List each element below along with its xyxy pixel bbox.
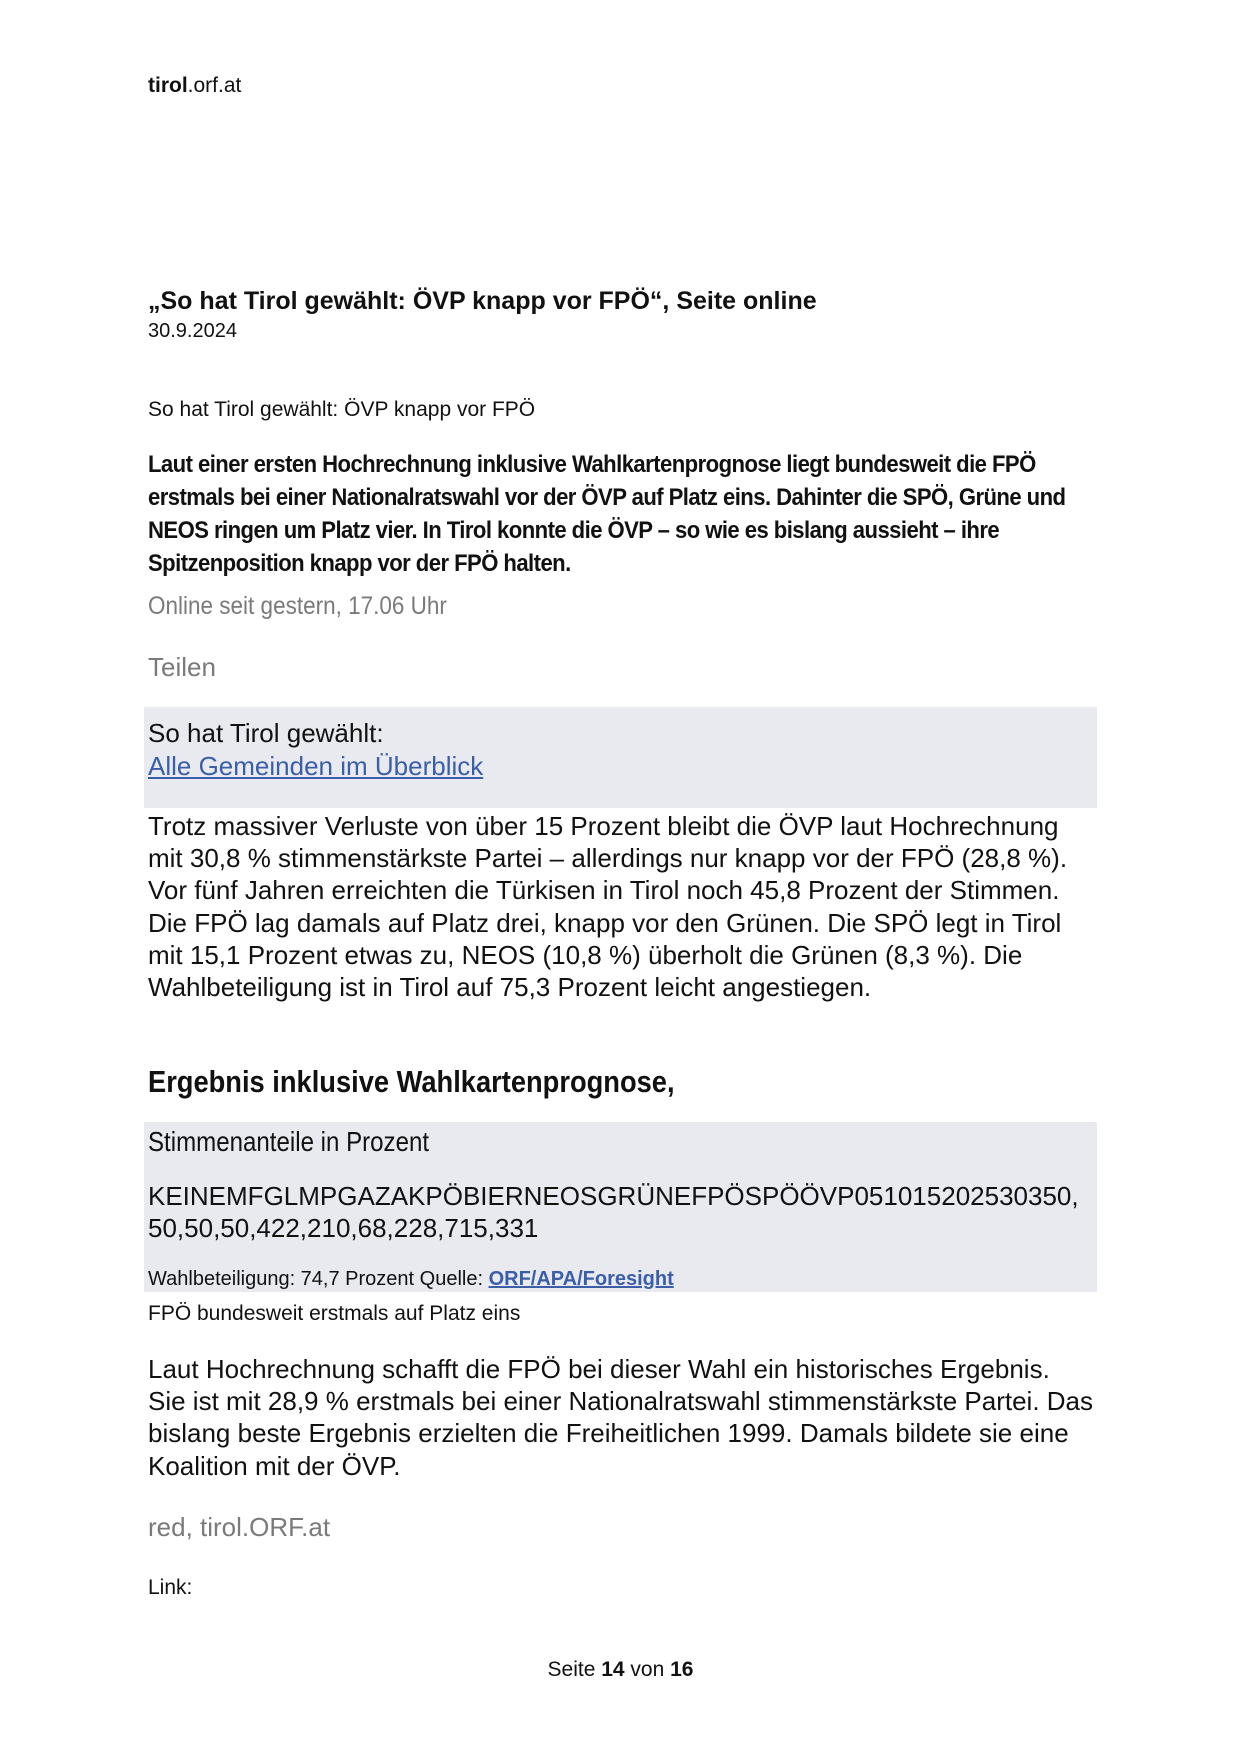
article-timestamp: Online seit gestern, 17.06 Uhr <box>148 592 447 620</box>
source-link[interactable]: ORF/APA/Foresight <box>488 1268 674 1290</box>
site-name-bold: tirol <box>148 74 188 97</box>
link-label: Link: <box>148 1576 193 1599</box>
page-number <box>0 1658 1241 1682</box>
page-mid: von <box>624 1658 671 1681</box>
turnout-source-text: Wahlbeteiligung: 74,7 Prozent Quelle: <box>148 1268 489 1290</box>
page-prefix: Seite <box>547 1658 602 1681</box>
article-paragraph-2: Laut Hochrechnung schafft die FPÖ bei dieser Wahl ein historisches Ergebnis. Sie ist mit 28,9 % erstmals bei einer Nationalratswahl stimmenstärkste Partei. Das bislang beste Ergebnis erzielten die Freiheitlichen 1999. Damals bildete sie eine Koalition mit der ÖVP. <box>148 1354 1094 1481</box>
municipalities-overview-link[interactable]: Alle Gemeinden im Überblick <box>148 751 484 781</box>
result-box-footer <box>148 1268 674 1291</box>
result-heading: Ergebnis inklusive Wahlkartenprognose, <box>148 1064 675 1099</box>
page-current: 14 <box>601 1658 625 1681</box>
article-paragraph-1: Trotz massiver Verluste von über 15 Prozent bleibt die ÖVP laut Hochrechnung mit 30,8 % stimmenstärkste Partei – allerdings nur knapp vor der FPÖ (28,8 %). Vor fünf Jahren erreichten die Türkisen in Tirol noch 45,8 Prozent der Stimmen. Die FPÖ lag damals auf Platz drei, knapp vor den Grünen. Die SPÖ legt in Tirol mit 15,1 Prozent etwas zu, NEOS (10,8 %) überholt die Grünen (8,3 %). Die Wahlbeteiligung ist in Tirol auf 75,3 Prozent leicht angestiegen. <box>148 811 1068 1003</box>
info-box-title: So hat Tirol gewählt: <box>148 718 384 748</box>
article-title: „So hat Tirol gewählt: ÖVP knapp vor FPÖ“, Seite online <box>148 287 817 315</box>
author-signature: red, tirol.ORF.at <box>148 1512 331 1542</box>
article-subhead: So hat Tirol gewählt: ÖVP knapp vor FPÖ <box>148 398 536 421</box>
site-name <box>148 74 241 98</box>
page-total: 16 <box>670 1658 694 1681</box>
result-box-data: KEINEMFGLMPGAZAKPÖBIERNEOSGRÜNEFPÖSPÖÖVP051015202530350,50,50,50,422,210,68,228,715,331 <box>148 1181 1079 1243</box>
article-lead: Laut einer ersten Hochrechnung inklusive Wahlkartenprognose liegt bundesweit die FPÖ erstmals bei einer Nationalratswahl vor der ÖVP auf Platz eins. Dahinter die SPÖ, Grüne und NEOS ringen um Platz vier. In Tirol konnte die ÖVP – so wie es bislang aussieht – ihre Spitzenposition knapp vor der FPÖ halten. <box>148 451 1066 577</box>
result-box-subtitle: Stimmenanteile in Prozent <box>148 1126 430 1157</box>
section-caption: FPÖ bundesweit erstmals auf Platz eins <box>148 1302 521 1325</box>
share-link[interactable]: Teilen <box>148 652 216 682</box>
site-name-rest: .orf.at <box>187 74 242 97</box>
article-date: 30.9.2024 <box>148 320 237 342</box>
